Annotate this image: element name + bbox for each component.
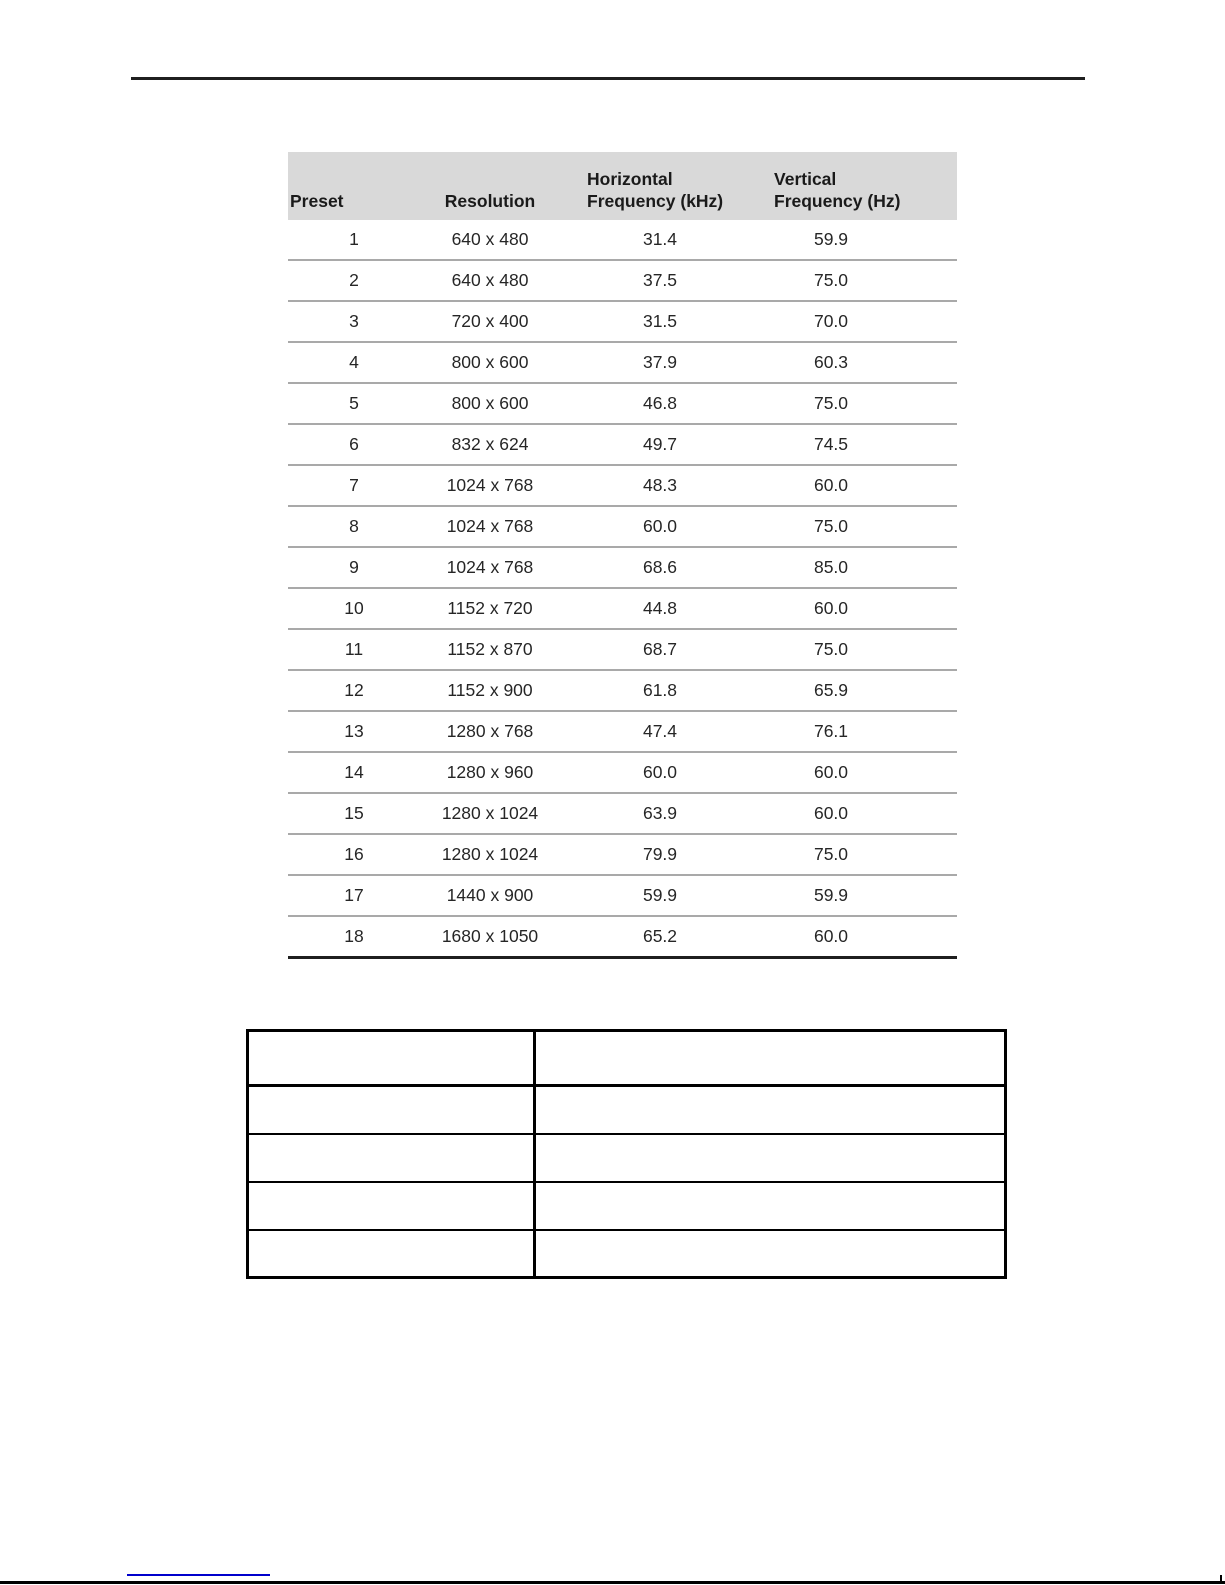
- header-row: [288, 152, 957, 220]
- resolution-cell: 640 x 480: [451, 270, 529, 290]
- resolution-cell: 1440 x 900: [446, 885, 534, 905]
- table-row: [288, 588, 957, 629]
- resolution-cell: 800 x 600: [451, 352, 529, 372]
- empty-cell: [535, 1230, 1006, 1278]
- table-row: [288, 342, 957, 383]
- resolution-cell: 1152 x 720: [447, 598, 533, 618]
- table-row: [288, 875, 957, 916]
- empty-table-row: [248, 1182, 1006, 1230]
- empty-cell: [248, 1230, 535, 1278]
- preset-cell: 12: [344, 680, 364, 700]
- vertical-frequency-cell: 60.0: [813, 926, 849, 946]
- preset-cell: 15: [344, 803, 364, 823]
- vertical-frequency-cell: 76.1: [813, 721, 849, 741]
- table-row: [288, 220, 957, 260]
- column-header-line: Preset: [290, 190, 344, 211]
- vertical-frequency-cell: 60.0: [813, 803, 849, 823]
- horizontal-frequency-cell: 59.9: [642, 885, 678, 905]
- resolution-cell: 1152 x 870: [447, 639, 533, 659]
- footer-rule-tick: [1220, 1575, 1222, 1581]
- vertical-frequency-cell: 60.0: [813, 762, 849, 782]
- column-header-line: Frequency (kHz): [587, 190, 724, 211]
- vertical-frequency-cell: 75.0: [813, 844, 849, 864]
- empty-cell: [535, 1031, 1006, 1086]
- vertical-frequency-cell: 59.9: [813, 229, 849, 249]
- table-row: [288, 260, 957, 301]
- table-row: [288, 793, 957, 834]
- horizontal-frequency-cell: 61.8: [642, 680, 678, 700]
- horizontal-frequency-cell: 49.7: [642, 434, 678, 454]
- preset-cell: 18: [344, 926, 364, 946]
- vertical-frequency-cell: 59.9: [813, 885, 849, 905]
- header-rule: [131, 77, 1085, 80]
- preset-cell: 17: [344, 885, 364, 905]
- empty-cell: [535, 1134, 1006, 1182]
- preset-cell: 10: [344, 598, 364, 618]
- vertical-frequency-cell: 75.0: [813, 639, 849, 659]
- horizontal-frequency-cell: 68.6: [642, 557, 678, 577]
- resolution-cell: 1024 x 768: [446, 516, 534, 536]
- column-header-line: Frequency (Hz): [774, 190, 901, 211]
- preset-cell: 16: [344, 844, 364, 864]
- vertical-frequency-cell: 75.0: [813, 516, 849, 536]
- table-row: [288, 670, 957, 711]
- preset-table-header: [288, 152, 957, 220]
- horizontal-frequency-cell: 37.9: [642, 352, 678, 372]
- empty-form-table-body: [248, 1031, 1006, 1278]
- vertical-frequency-cell: 60.0: [813, 598, 849, 618]
- vertical-frequency-cell: 70.0: [813, 311, 849, 331]
- empty-cell: [248, 1134, 535, 1182]
- preset-cell: 5: [349, 393, 359, 413]
- vertical-frequency-cell: 74.5: [813, 434, 849, 454]
- resolution-cell: 1680 x 1050: [441, 926, 539, 946]
- column-header-line: Resolution: [444, 190, 536, 211]
- preset-cell: 7: [349, 475, 359, 495]
- table-row: [288, 424, 957, 465]
- horizontal-frequency-cell: 44.8: [642, 598, 678, 618]
- column-header: [760, 152, 957, 220]
- table-row: [288, 465, 957, 506]
- preset-cell: 8: [349, 516, 359, 536]
- table-row: [288, 834, 957, 875]
- column-header: [288, 152, 420, 220]
- empty-cell: [535, 1182, 1006, 1230]
- table-row: [288, 383, 957, 424]
- table-row: [288, 752, 957, 793]
- resolution-cell: 720 x 400: [451, 311, 529, 331]
- column-header-line: Horizontal: [587, 169, 673, 190]
- empty-table-row: [248, 1230, 1006, 1278]
- vertical-frequency-cell: 75.0: [813, 393, 849, 413]
- horizontal-frequency-cell: 47.4: [642, 721, 678, 741]
- preset-table-body: [288, 220, 957, 958]
- vertical-frequency-cell: 60.3: [813, 352, 849, 372]
- preset-modes-table: [288, 152, 957, 959]
- vertical-frequency-cell: 65.9: [813, 680, 849, 700]
- horizontal-frequency-cell: 63.9: [642, 803, 678, 823]
- vertical-frequency-cell: 75.0: [813, 270, 849, 290]
- resolution-cell: 1280 x 1024: [441, 803, 539, 823]
- horizontal-frequency-cell: 60.0: [642, 516, 678, 536]
- resolution-cell: 1280 x 960: [446, 762, 534, 782]
- empty-cell: [535, 1086, 1006, 1134]
- empty-table-row: [248, 1031, 1006, 1086]
- empty-cell: [248, 1086, 535, 1134]
- table-row: [288, 301, 957, 342]
- table-row: [288, 506, 957, 547]
- preset-cell: 1: [349, 229, 359, 249]
- preset-cell: 14: [344, 762, 364, 782]
- preset-cell: 9: [349, 557, 359, 577]
- preset-cell: 6: [349, 434, 359, 454]
- table-row: [288, 916, 957, 958]
- table-row: [288, 629, 957, 670]
- vertical-frequency-cell: 85.0: [813, 557, 849, 577]
- horizontal-frequency-cell: 37.5: [642, 270, 678, 290]
- resolution-cell: 800 x 600: [451, 393, 529, 413]
- horizontal-frequency-cell: 60.0: [642, 762, 678, 782]
- empty-table-row: [248, 1086, 1006, 1134]
- resolution-cell: 1280 x 768: [446, 721, 534, 741]
- resolution-cell: 1024 x 768: [446, 475, 534, 495]
- horizontal-frequency-cell: 65.2: [642, 926, 678, 946]
- horizontal-frequency-cell: 31.4: [642, 229, 678, 249]
- table-row: [288, 547, 957, 588]
- horizontal-frequency-cell: 46.8: [642, 393, 678, 413]
- footer-rule: [0, 1581, 1225, 1584]
- vertical-frequency-cell: 60.0: [813, 475, 849, 495]
- resolution-cell: 1152 x 900: [447, 680, 533, 700]
- resolution-cell: 640 x 480: [451, 229, 529, 249]
- footer-link[interactable]: [127, 1563, 270, 1576]
- horizontal-frequency-cell: 48.3: [642, 475, 678, 495]
- empty-form-table: [246, 1029, 1007, 1279]
- horizontal-frequency-cell: 31.5: [642, 311, 678, 331]
- resolution-cell: 832 x 624: [451, 434, 529, 454]
- column-header-line: Vertical: [774, 169, 837, 190]
- empty-cell: [248, 1031, 535, 1086]
- preset-cell: 3: [349, 311, 359, 331]
- preset-cell: 11: [344, 639, 364, 659]
- preset-cell: 2: [349, 270, 359, 290]
- horizontal-frequency-cell: 68.7: [642, 639, 678, 659]
- table-row: [288, 711, 957, 752]
- empty-cell: [248, 1182, 535, 1230]
- resolution-cell: 1024 x 768: [446, 557, 534, 577]
- resolution-cell: 1280 x 1024: [441, 844, 539, 864]
- preset-cell: 13: [344, 721, 364, 741]
- horizontal-frequency-cell: 79.9: [642, 844, 678, 864]
- column-header: [420, 152, 560, 220]
- preset-cell: 4: [349, 352, 359, 372]
- empty-table-row: [248, 1134, 1006, 1182]
- column-header: [560, 152, 760, 220]
